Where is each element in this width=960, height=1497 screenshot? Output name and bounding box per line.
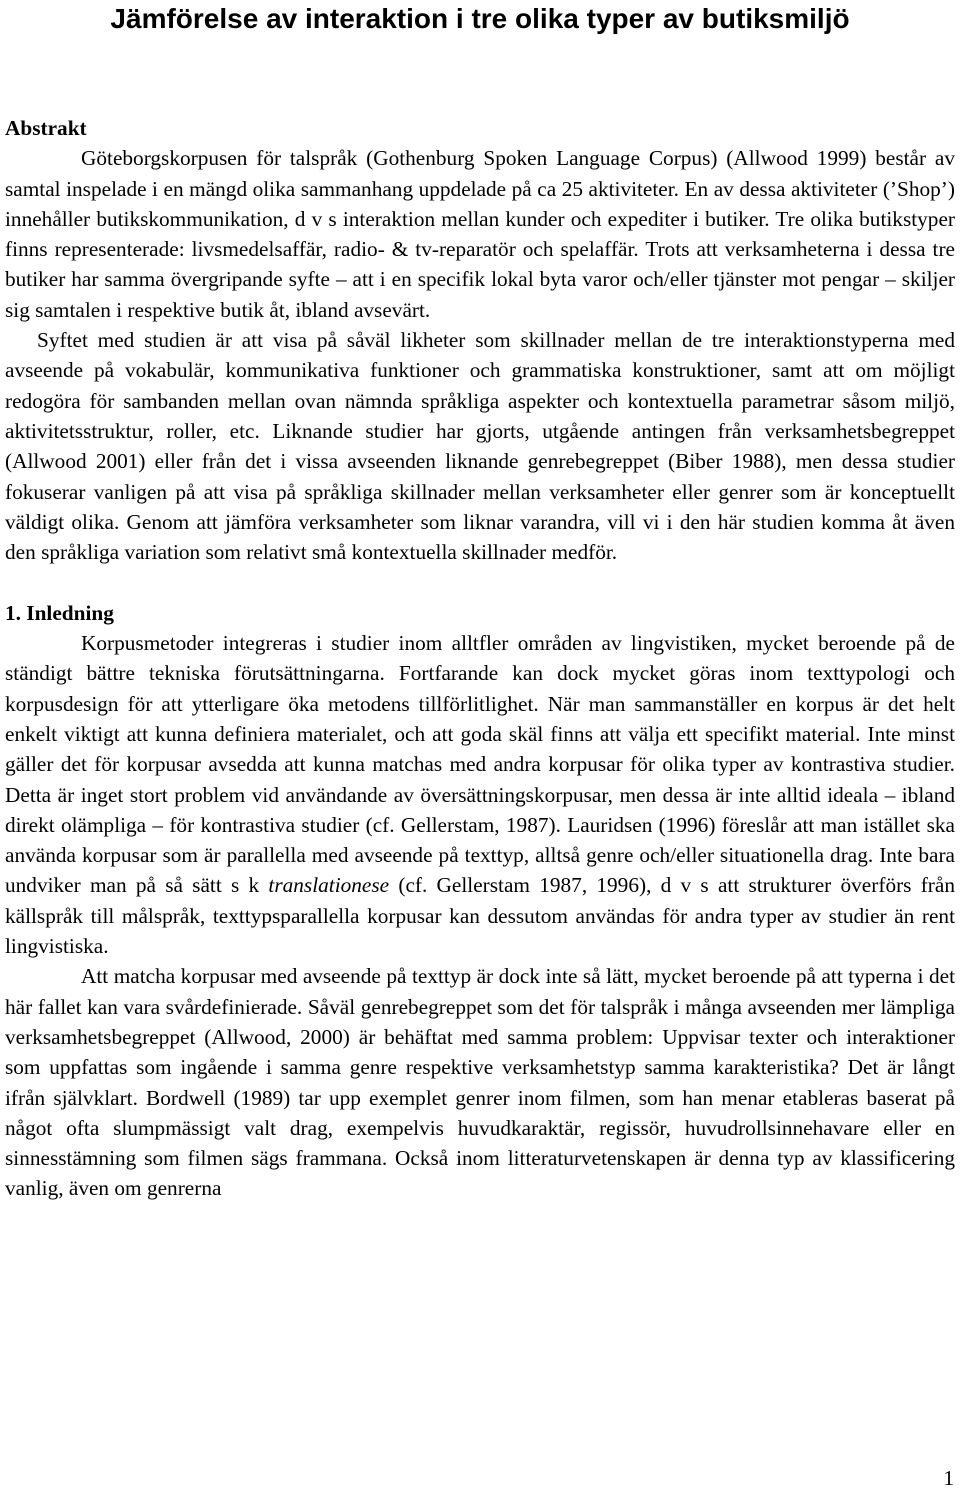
inledning-paragraph-1-end: (cf. Gellerstam 1987, 1996), d v s att strukturer överförs från källspråk till målspråk, texttypsparallella korpusar kan dessutom användas för andra typer av studier än rent lingvistiska. [5,873,955,959]
document-body [5,113,955,1204]
page-number: 1 [943,1466,954,1490]
abstract-paragraph-2: Syftet med studien är att visa på såväl likheter som skillnader mellan de tre interaktionstyperna med avseende på vokabulär, kommunikativa funktioner och grammatiska konstruktioner, samt att om möjligt redogöra för sambanden mellan ovan nämnda språkliga aspekter och kontextuella parametrar såsom miljö, aktivitetsstruktur, roller, etc. Liknande studier har gjorts, utgående antingen från verksamhetsbegreppet (Allwood 2001) eller från det i vissa avseenden liknande genrebegreppet (Biber 1988), men dessa studier fokuserar vanligen på att visa på språkliga skillnader mellan verksamheter eller genrer som är konceptuellt väldigt olika. Genom att jämföra verksamheter som liknar varandra, vill vi i den här studien komma åt även den språkliga variation som relativt små kontextuella skillnader medför. [5,328,955,565]
abstract-paragraph-1: Göteborgskorpusen för talspråk (Gothenburg Spoken Language Corpus) (Allwood 1999) består av samtal inspelade i en mängd olika sammanhang uppdelade på ca 25 aktiviteter. En av dessa aktiviteter (’Shop’) innehåller butikskommunikation, d v s interaktion mellan kunder och expediter i butiker. Tre olika butikstyper finns representerade: livsmedelsaffär, radio- & tv-reparatör och spelaffär. Trots att verksamheterna i dessa tre butiker har samma övergripande syfte – att i en specifik lokal byta varor och/eller tjänster mot pengar – skiljer sig samtalen i respektive butik åt, ibland avsevärt. [5,146,955,322]
inledning-paragraph-1 [5,628,955,961]
italic-term-translationese: translationese [268,873,390,898]
abstract-heading: Abstrakt [5,116,87,140]
document-title: Jämförelse av interaktion i tre olika typer av butiksmiljö [110,3,850,34]
inledning-paragraph-1-text: Korpusmetoder integreras i studier inom alltfler områden av lingvistiken, mycket beroende på de ständigt bättre tekniska förutsättningarna. Fortfarande kan dock mycket göras inom texttypologi och korpusdesign för att ytterligare öka metodens tillförlitlighet. När man sammanställer en korpus är det helt enkelt viktigt att kunna definiera materialet, och att goda skäl finns att välja ett specifikt material. Inte minst gäller det för korpusar avsedda att kunna matchas med andra korpusar för olika typer av kontrastiva studier. Detta är inget stort problem vid användande av översättningskorpusar, men dessa är inte alltid ideala – ibland direkt olämpliga – för kontrastiva studier (cf. Gellerstam, 1987). Lauridsen (1996) föreslår att man istället ska använda korpusar som är parallella med avseende på texttyp, alltså genre och/eller situationella drag. Inte bara undviker man på så sätt s k [5,631,955,898]
section-heading-inledning: 1. Inledning [5,600,114,625]
inledning-paragraph-2: Att matcha korpusar med avseende på texttyp är dock inte så lätt, mycket beroende på att typerna i det här fallet kan vara svårdefinierade. Såväl genrebegreppet som det för talspråk i många avseenden mer lämpliga verksamhetsbegreppet (Allwood, 2000) är behäftat med samma problem: Uppvisar texter och interaktioner som uppfattas som ingående i samma genre respektive verksamhetstyp samma karakteristika? Det är långt ifrån självklart. Bordwell (1989) tar upp exemplet genrer inom filmen, som han menar etableras baserat på något ofta slumpmässigt valt drag, exempelvis huvudkaraktär, regissör, huvudrollsinnehavare eller en sinnesstämning som filmen sägs frammana. Också inom litteraturvetenskapen är denna typ av klassificering vanlig, även om genrerna [5,964,955,1201]
section-spacer [5,567,955,597]
